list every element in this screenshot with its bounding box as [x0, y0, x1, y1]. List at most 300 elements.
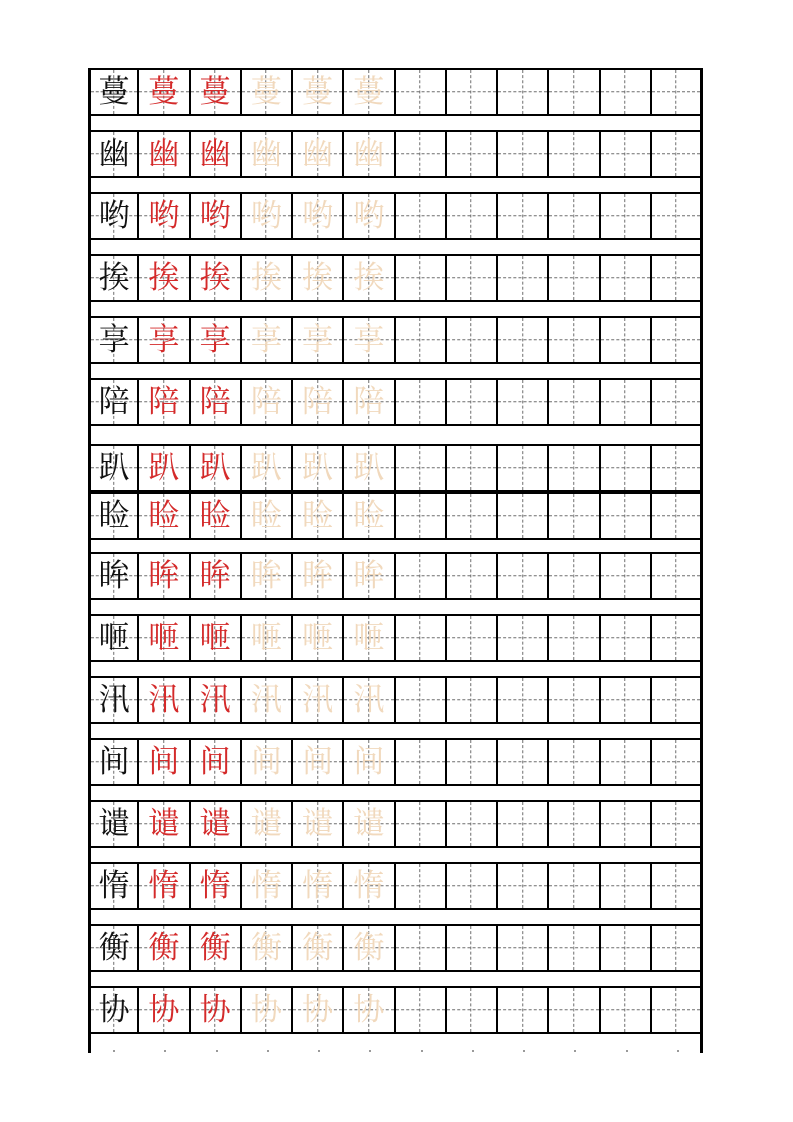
- vertical-guide-line: [675, 988, 676, 1032]
- writing-cell-red: [139, 552, 190, 600]
- writing-cell-blank[interactable]: [396, 552, 447, 600]
- writing-cell-blank[interactable]: [601, 68, 652, 116]
- writing-cell-trace: [293, 800, 344, 848]
- vertical-guide-line: [419, 194, 420, 238]
- writing-cell-blank[interactable]: [652, 68, 703, 116]
- faded-trace-character: 协: [250, 991, 282, 1028]
- writing-cell-model: [88, 68, 139, 116]
- red-trace-character: 享: [148, 321, 180, 358]
- vertical-guide-line: [419, 494, 420, 538]
- writing-cell-blank[interactable]: [549, 378, 600, 426]
- writing-cell-blank[interactable]: [447, 738, 498, 786]
- vertical-guide-line: [522, 988, 523, 1032]
- faded-trace-character: 享: [250, 321, 282, 358]
- writing-cell-model: [88, 492, 139, 540]
- faded-trace-character: 睑: [353, 497, 385, 534]
- writing-cell-trace: [242, 924, 293, 972]
- practice-row: [88, 614, 703, 662]
- writing-cell-blank[interactable]: [652, 444, 703, 492]
- writing-cell-trace: [242, 192, 293, 240]
- red-trace-character: 蔓: [148, 73, 180, 110]
- red-trace-character: 汛: [199, 681, 231, 718]
- writing-cell-blank[interactable]: [601, 862, 652, 910]
- faded-trace-character: 眸: [353, 557, 385, 594]
- writing-cell-trace: [242, 316, 293, 364]
- writing-cell-blank[interactable]: [447, 614, 498, 662]
- red-trace-character: 享: [199, 321, 231, 358]
- model-character: 眸: [98, 557, 130, 594]
- writing-cell-blank[interactable]: [447, 676, 498, 724]
- vertical-guide-line: [522, 194, 523, 238]
- faded-trace-character: 眸: [302, 557, 334, 594]
- writing-cell-blank[interactable]: [498, 614, 549, 662]
- writing-cell-blank[interactable]: [396, 862, 447, 910]
- vertical-guide-line: [573, 802, 574, 846]
- vertical-guide-line: [471, 926, 472, 970]
- writing-cell-trace: [344, 130, 395, 178]
- writing-cell-trace: [293, 254, 344, 302]
- vertical-guide-line: [573, 446, 574, 490]
- vertical-guide-line: [419, 740, 420, 784]
- writing-cell-blank[interactable]: [601, 254, 652, 302]
- practice-row: [88, 986, 703, 1034]
- writing-cell-blank[interactable]: [601, 738, 652, 786]
- writing-cell-blank[interactable]: [396, 68, 447, 116]
- writing-cell-blank[interactable]: [498, 552, 549, 600]
- writing-cell-blank[interactable]: [447, 68, 498, 116]
- writing-cell-blank[interactable]: [601, 130, 652, 178]
- vertical-guide-line: [471, 802, 472, 846]
- vertical-guide-line: [522, 740, 523, 784]
- writing-cell-blank[interactable]: [601, 492, 652, 540]
- writing-cell-red: [191, 68, 242, 116]
- guide-dot: [677, 1050, 679, 1052]
- writing-cell-blank[interactable]: [549, 130, 600, 178]
- writing-cell-red: [139, 254, 190, 302]
- vertical-guide-line: [471, 318, 472, 362]
- writing-cell-blank[interactable]: [652, 378, 703, 426]
- writing-cell-blank[interactable]: [396, 444, 447, 492]
- writing-cell-red: [191, 192, 242, 240]
- writing-cell-blank[interactable]: [498, 492, 549, 540]
- writing-cell-model: [88, 676, 139, 724]
- writing-cell-blank[interactable]: [447, 924, 498, 972]
- writing-cell-trace: [293, 614, 344, 662]
- writing-cell-model: [88, 130, 139, 178]
- writing-cell-blank[interactable]: [652, 986, 703, 1034]
- writing-cell-trace: [293, 378, 344, 426]
- red-trace-character: 眸: [148, 557, 180, 594]
- writing-cell-blank[interactable]: [396, 316, 447, 364]
- red-trace-character: 趴: [148, 449, 180, 486]
- guide-dot: [523, 1050, 525, 1052]
- writing-cell-trace: [344, 68, 395, 116]
- vertical-guide-line: [573, 70, 574, 114]
- faded-trace-character: 陪: [302, 383, 334, 420]
- vertical-guide-line: [573, 926, 574, 970]
- red-trace-character: 间: [199, 743, 231, 780]
- writing-cell-blank[interactable]: [601, 444, 652, 492]
- practice-row: [88, 254, 703, 302]
- red-trace-character: 咂: [148, 619, 180, 656]
- writing-cell-blank[interactable]: [549, 676, 600, 724]
- writing-cell-trace: [242, 986, 293, 1034]
- vertical-guide-line: [573, 256, 574, 300]
- writing-cell-blank[interactable]: [447, 492, 498, 540]
- faded-trace-character: 协: [353, 991, 385, 1028]
- vertical-guide-line: [675, 494, 676, 538]
- writing-cell-blank[interactable]: [498, 444, 549, 492]
- writing-cell-blank[interactable]: [396, 130, 447, 178]
- writing-cell-blank[interactable]: [498, 924, 549, 972]
- writing-cell-blank[interactable]: [549, 444, 600, 492]
- vertical-guide-line: [675, 678, 676, 722]
- guide-dot: [216, 1050, 218, 1052]
- vertical-guide-line: [675, 380, 676, 424]
- vertical-guide-line: [624, 132, 625, 176]
- red-trace-character: 衡: [199, 929, 231, 966]
- writing-cell-trace: [344, 378, 395, 426]
- writing-cell-red: [139, 378, 190, 426]
- writing-cell-blank[interactable]: [549, 986, 600, 1034]
- vertical-guide-line: [419, 380, 420, 424]
- writing-cell-blank[interactable]: [549, 862, 600, 910]
- vertical-guide-line: [471, 494, 472, 538]
- vertical-guide-line: [675, 70, 676, 114]
- writing-cell-blank[interactable]: [498, 378, 549, 426]
- practice-row: [88, 552, 703, 600]
- faded-trace-character: 享: [353, 321, 385, 358]
- faded-trace-character: 幽: [302, 135, 334, 172]
- faded-trace-character: 哟: [302, 197, 334, 234]
- writing-cell-trace: [242, 552, 293, 600]
- writing-cell-blank[interactable]: [447, 862, 498, 910]
- vertical-guide-line: [471, 256, 472, 300]
- vertical-guide-line: [471, 70, 472, 114]
- writing-cell-blank[interactable]: [498, 316, 549, 364]
- writing-cell-blank[interactable]: [396, 492, 447, 540]
- model-character: 衡: [98, 929, 130, 966]
- writing-cell-blank[interactable]: [498, 254, 549, 302]
- writing-cell-trace: [344, 192, 395, 240]
- writing-cell-trace: [293, 130, 344, 178]
- writing-cell-blank[interactable]: [396, 254, 447, 302]
- writing-cell-blank[interactable]: [396, 676, 447, 724]
- writing-cell-blank[interactable]: [652, 254, 703, 302]
- vertical-guide-line: [624, 554, 625, 598]
- vertical-guide-line: [624, 256, 625, 300]
- practice-row: [88, 738, 703, 786]
- writing-cell-blank[interactable]: [549, 254, 600, 302]
- writing-cell-model: [88, 800, 139, 848]
- writing-cell-model: [88, 862, 139, 910]
- vertical-guide-line: [471, 740, 472, 784]
- faded-trace-character: 幽: [353, 135, 385, 172]
- faded-trace-character: 间: [250, 743, 282, 780]
- writing-cell-blank[interactable]: [601, 614, 652, 662]
- writing-cell-blank[interactable]: [652, 316, 703, 364]
- vertical-guide-line: [419, 70, 420, 114]
- vertical-guide-line: [624, 678, 625, 722]
- writing-cell-model: [88, 444, 139, 492]
- model-character: 惰: [98, 867, 130, 904]
- writing-cell-blank[interactable]: [549, 192, 600, 240]
- writing-cell-blank[interactable]: [498, 130, 549, 178]
- vertical-guide-line: [573, 318, 574, 362]
- writing-cell-trace: [293, 986, 344, 1034]
- writing-cell-trace: [344, 444, 395, 492]
- writing-cell-blank[interactable]: [601, 192, 652, 240]
- vertical-guide-line: [522, 864, 523, 908]
- red-trace-character: 幽: [199, 135, 231, 172]
- faded-trace-character: 衡: [353, 929, 385, 966]
- writing-cell-blank[interactable]: [447, 254, 498, 302]
- writing-cell-blank[interactable]: [652, 614, 703, 662]
- writing-cell-blank[interactable]: [447, 986, 498, 1034]
- faded-trace-character: 汛: [250, 681, 282, 718]
- red-trace-character: 协: [148, 991, 180, 1028]
- writing-cell-blank[interactable]: [447, 192, 498, 240]
- red-trace-character: 眸: [199, 557, 231, 594]
- vertical-guide-line: [522, 678, 523, 722]
- practice-row: [88, 316, 703, 364]
- faded-trace-character: 睑: [250, 497, 282, 534]
- vertical-guide-line: [419, 446, 420, 490]
- writing-cell-model: [88, 254, 139, 302]
- writing-cell-trace: [242, 130, 293, 178]
- writing-cell-blank[interactable]: [396, 192, 447, 240]
- writing-cell-blank[interactable]: [549, 68, 600, 116]
- writing-cell-red: [139, 492, 190, 540]
- writing-cell-blank[interactable]: [498, 800, 549, 848]
- faded-trace-character: 陪: [250, 383, 282, 420]
- faded-trace-character: 蔓: [353, 73, 385, 110]
- writing-cell-red: [191, 862, 242, 910]
- vertical-guide-line: [624, 380, 625, 424]
- model-character: 谴: [98, 805, 130, 842]
- writing-cell-blank[interactable]: [549, 738, 600, 786]
- writing-cell-blank[interactable]: [601, 676, 652, 724]
- writing-cell-blank[interactable]: [601, 986, 652, 1034]
- writing-cell-red: [139, 68, 190, 116]
- red-trace-character: 睑: [148, 497, 180, 534]
- writing-cell-blank[interactable]: [498, 676, 549, 724]
- writing-cell-blank[interactable]: [652, 862, 703, 910]
- faded-trace-character: 蔓: [250, 73, 282, 110]
- guide-dot: [472, 1050, 474, 1052]
- writing-cell-blank[interactable]: [601, 800, 652, 848]
- writing-cell-blank[interactable]: [601, 924, 652, 972]
- vertical-guide-line: [471, 446, 472, 490]
- red-trace-character: 谴: [148, 805, 180, 842]
- writing-cell-trace: [344, 614, 395, 662]
- writing-cell-model: [88, 378, 139, 426]
- red-trace-character: 协: [199, 991, 231, 1028]
- writing-cell-blank[interactable]: [447, 316, 498, 364]
- writing-cell-red: [139, 986, 190, 1034]
- writing-cell-red: [139, 444, 190, 492]
- writing-cell-blank[interactable]: [396, 614, 447, 662]
- writing-cell-trace: [344, 676, 395, 724]
- vertical-guide-line: [522, 494, 523, 538]
- faded-trace-character: 间: [302, 743, 334, 780]
- vertical-guide-line: [471, 864, 472, 908]
- red-trace-character: 间: [148, 743, 180, 780]
- faded-trace-character: 衡: [250, 929, 282, 966]
- writing-cell-blank[interactable]: [652, 738, 703, 786]
- practice-row: [88, 130, 703, 178]
- vertical-guide-line: [522, 256, 523, 300]
- writing-cell-trace: [344, 986, 395, 1034]
- writing-cell-blank[interactable]: [498, 192, 549, 240]
- vertical-guide-line: [675, 256, 676, 300]
- writing-cell-trace: [242, 68, 293, 116]
- faded-trace-character: 咂: [353, 619, 385, 656]
- faded-trace-character: 惰: [250, 867, 282, 904]
- guide-dot: [113, 1050, 115, 1052]
- vertical-guide-line: [522, 616, 523, 660]
- writing-cell-blank[interactable]: [447, 444, 498, 492]
- vertical-guide-line: [471, 616, 472, 660]
- writing-cell-blank[interactable]: [498, 986, 549, 1034]
- writing-cell-blank[interactable]: [498, 862, 549, 910]
- writing-cell-blank[interactable]: [396, 924, 447, 972]
- vertical-guide-line: [675, 446, 676, 490]
- writing-cell-trace: [293, 676, 344, 724]
- writing-cell-trace: [344, 924, 395, 972]
- faded-trace-character: 谴: [353, 805, 385, 842]
- writing-cell-trace: [242, 862, 293, 910]
- writing-cell-trace: [344, 316, 395, 364]
- writing-cell-blank[interactable]: [652, 130, 703, 178]
- red-trace-character: 惰: [199, 867, 231, 904]
- practice-row: [88, 676, 703, 724]
- sheet-continuation: [88, 1040, 703, 1053]
- writing-cell-trace: [242, 800, 293, 848]
- practice-row: [88, 192, 703, 240]
- writing-cell-trace: [242, 676, 293, 724]
- writing-cell-blank[interactable]: [549, 492, 600, 540]
- writing-cell-blank[interactable]: [396, 378, 447, 426]
- vertical-guide-line: [419, 864, 420, 908]
- red-trace-character: 幽: [148, 135, 180, 172]
- writing-cell-blank[interactable]: [601, 378, 652, 426]
- writing-cell-blank[interactable]: [549, 800, 600, 848]
- red-trace-character: 汛: [148, 681, 180, 718]
- writing-cell-blank[interactable]: [652, 552, 703, 600]
- vertical-guide-line: [675, 554, 676, 598]
- writing-cell-blank[interactable]: [447, 130, 498, 178]
- vertical-guide-line: [675, 740, 676, 784]
- practice-row: [88, 862, 703, 910]
- writing-cell-blank[interactable]: [549, 316, 600, 364]
- vertical-guide-line: [522, 318, 523, 362]
- vertical-guide-line: [522, 802, 523, 846]
- writing-cell-red: [191, 492, 242, 540]
- faded-trace-character: 衡: [302, 929, 334, 966]
- writing-cell-trace: [344, 800, 395, 848]
- writing-cell-blank[interactable]: [447, 552, 498, 600]
- writing-cell-blank[interactable]: [396, 800, 447, 848]
- faded-trace-character: 汛: [302, 681, 334, 718]
- writing-cell-blank[interactable]: [652, 192, 703, 240]
- writing-cell-red: [191, 378, 242, 426]
- writing-cell-blank[interactable]: [652, 492, 703, 540]
- red-trace-character: 趴: [199, 449, 231, 486]
- vertical-guide-line: [675, 616, 676, 660]
- vertical-guide-line: [573, 554, 574, 598]
- writing-cell-red: [191, 924, 242, 972]
- writing-cell-model: [88, 316, 139, 364]
- writing-cell-blank[interactable]: [601, 552, 652, 600]
- guide-dot: [164, 1050, 166, 1052]
- writing-cell-blank[interactable]: [601, 316, 652, 364]
- writing-cell-red: [191, 738, 242, 786]
- writing-cell-model: [88, 552, 139, 600]
- writing-cell-blank[interactable]: [652, 800, 703, 848]
- writing-cell-blank[interactable]: [447, 800, 498, 848]
- writing-cell-blank[interactable]: [498, 738, 549, 786]
- vertical-guide-line: [573, 494, 574, 538]
- model-character: 挨: [98, 259, 130, 296]
- writing-cell-model: [88, 986, 139, 1034]
- vertical-guide-line: [419, 256, 420, 300]
- writing-cell-blank[interactable]: [549, 924, 600, 972]
- writing-cell-trace: [344, 552, 395, 600]
- writing-cell-blank[interactable]: [652, 676, 703, 724]
- writing-cell-trace: [242, 492, 293, 540]
- vertical-guide-line: [573, 988, 574, 1032]
- faded-trace-character: 汛: [353, 681, 385, 718]
- writing-cell-blank[interactable]: [447, 378, 498, 426]
- vertical-guide-line: [522, 554, 523, 598]
- vertical-guide-line: [573, 678, 574, 722]
- vertical-guide-line: [573, 194, 574, 238]
- red-trace-character: 睑: [199, 497, 231, 534]
- writing-cell-red: [191, 800, 242, 848]
- writing-cell-blank[interactable]: [652, 924, 703, 972]
- vertical-guide-line: [471, 194, 472, 238]
- writing-cell-blank[interactable]: [396, 986, 447, 1034]
- faded-trace-character: 眸: [250, 557, 282, 594]
- writing-cell-red: [139, 676, 190, 724]
- writing-cell-trace: [344, 862, 395, 910]
- vertical-guide-line: [573, 380, 574, 424]
- writing-cell-trace: [344, 738, 395, 786]
- faded-trace-character: 哟: [250, 197, 282, 234]
- writing-cell-blank[interactable]: [549, 552, 600, 600]
- model-character: 哟: [98, 197, 130, 234]
- writing-cell-blank[interactable]: [549, 614, 600, 662]
- writing-cell-trace: [293, 738, 344, 786]
- model-character: 协: [98, 991, 130, 1028]
- writing-cell-blank[interactable]: [396, 738, 447, 786]
- model-character: 间: [98, 743, 130, 780]
- model-character: 幽: [98, 135, 130, 172]
- practice-row: [88, 68, 703, 116]
- writing-cell-model: [88, 614, 139, 662]
- practice-row: [88, 800, 703, 848]
- vertical-guide-line: [573, 864, 574, 908]
- writing-cell-trace: [293, 316, 344, 364]
- vertical-guide-line: [419, 802, 420, 846]
- faded-trace-character: 谴: [302, 805, 334, 842]
- faded-trace-character: 挨: [353, 259, 385, 296]
- vertical-guide-line: [419, 926, 420, 970]
- model-character: 趴: [98, 449, 130, 486]
- writing-cell-blank[interactable]: [498, 68, 549, 116]
- vertical-guide-line: [419, 318, 420, 362]
